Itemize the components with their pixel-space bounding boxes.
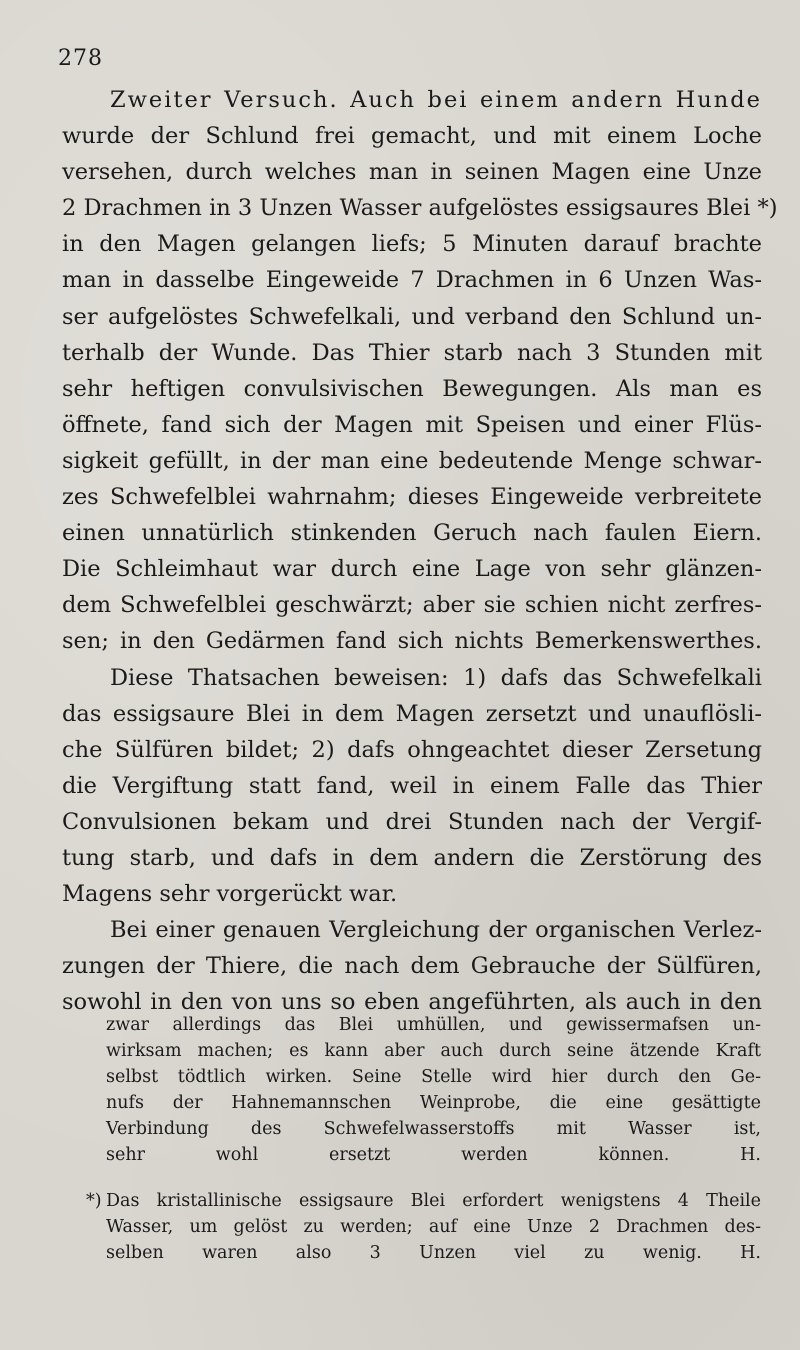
text-line: terhalb der Wunde. Das Thier starb nach 3 Stunden mit: [62, 339, 762, 366]
page-number: 278: [58, 46, 103, 71]
text-line: Magens sehr vorgerückt war.: [62, 881, 398, 908]
footnote-line: selben waren also 3 Unzen viel zu wenig. H.: [106, 1243, 761, 1263]
text-line: Bei einer genauen Vergleichung der organischen Verlez-: [110, 917, 762, 944]
text-line: ser aufgelöstes Schwefelkali, und verband den Schlund un-: [62, 303, 762, 330]
footnote-continuation: [106, 1012, 761, 1168]
text-line: man in dasselbe Eingeweide 7 Drachmen in 6 Unzen Was-: [62, 267, 762, 294]
text-line: dem Schwefelblei geschwärzt; aber sie schien nicht zerfres-: [62, 592, 762, 619]
text-line: in den Magen gelangen liefs; 5 Minuten darauf brachte: [62, 231, 762, 258]
text-line: Zweiter Versuch. Auch bei einem andern Hunde: [110, 87, 762, 113]
note-line: Verbindung des Schwefelwasserstoffs mit Wasser ist,: [106, 1119, 761, 1139]
footnote: [86, 1188, 761, 1266]
note-line: wirksam machen; es kann aber auch durch seine ätzende Kraft: [106, 1041, 761, 1061]
text-line: einen unnatürlich stinkenden Geruch nach faulen Eiern.: [62, 520, 762, 547]
text-line: sowohl in den von uns so eben angeführten, als auch in den: [62, 989, 762, 1016]
note-line: nufs der Hahnemannschen Weinprobe, die eine gesättigte: [106, 1093, 761, 1113]
text-line: das essigsaure Blei in dem Magen zersetzt und unauflösli-: [62, 700, 762, 727]
text-line: wurde der Schlund frei gemacht, und mit einem Loche: [62, 123, 762, 150]
text-line: Die Schleimhaut war durch eine Lage von sehr glänzen-: [62, 556, 762, 583]
footnote-line: Das kristallinische essigsaure Blei erfordert wenigstens 4 Theile: [106, 1191, 761, 1211]
note-line: selbst tödtlich wirken. Seine Stelle wird hier durch den Ge-: [106, 1067, 761, 1087]
text-line: tung starb, und dafs in dem andern die Zerstörung des: [62, 844, 762, 871]
text-line: Convulsionen bekam und drei Stunden nach der Vergif-: [62, 808, 762, 835]
text-line: sen; in den Gedärmen fand sich nichts Bemerkenswerthes.: [62, 628, 762, 655]
note-line: zwar allerdings das Blei umhüllen, und gewissermafsen un-: [106, 1015, 761, 1035]
footnote-marker: *): [86, 1191, 102, 1211]
main-text-block: [62, 82, 778, 1020]
text-line: che Sülfüren bildet; 2) dafs ohngeachtet dieser Zersetung: [62, 736, 762, 763]
text-line: die Vergiftung statt fand, weil in einem Falle das Thier: [62, 772, 762, 799]
text-line: zungen der Thiere, die nach dem Gebrauche der Sülfüren,: [62, 953, 762, 980]
text-line: öffnete, fand sich der Magen mit Speisen und einer Flüs-: [62, 411, 762, 438]
note-line: sehr wohl ersetzt werden können. H.: [106, 1145, 761, 1165]
text-line: sigkeit gefüllt, in der man eine bedeutende Menge schwar-: [62, 447, 762, 474]
text-line: sehr heftigen convulsivischen Bewegungen. Als man es: [62, 375, 762, 402]
footnote-line: Wasser, um gelöst zu werden; auf eine Unze 2 Drachmen des-: [106, 1217, 761, 1237]
text-line: versehen, durch welches man in seinen Magen eine Unze: [62, 159, 762, 186]
text-line: 2 Drachmen in 3 Unzen Wasser aufgelöstes essigsaures Blei *): [62, 195, 778, 222]
text-line: zes Schwefelblei wahrnahm; dieses Eingeweide verbreitete: [62, 484, 762, 511]
text-line: Diese Thatsachen beweisen: 1) dafs das Schwefelkali: [110, 664, 762, 691]
